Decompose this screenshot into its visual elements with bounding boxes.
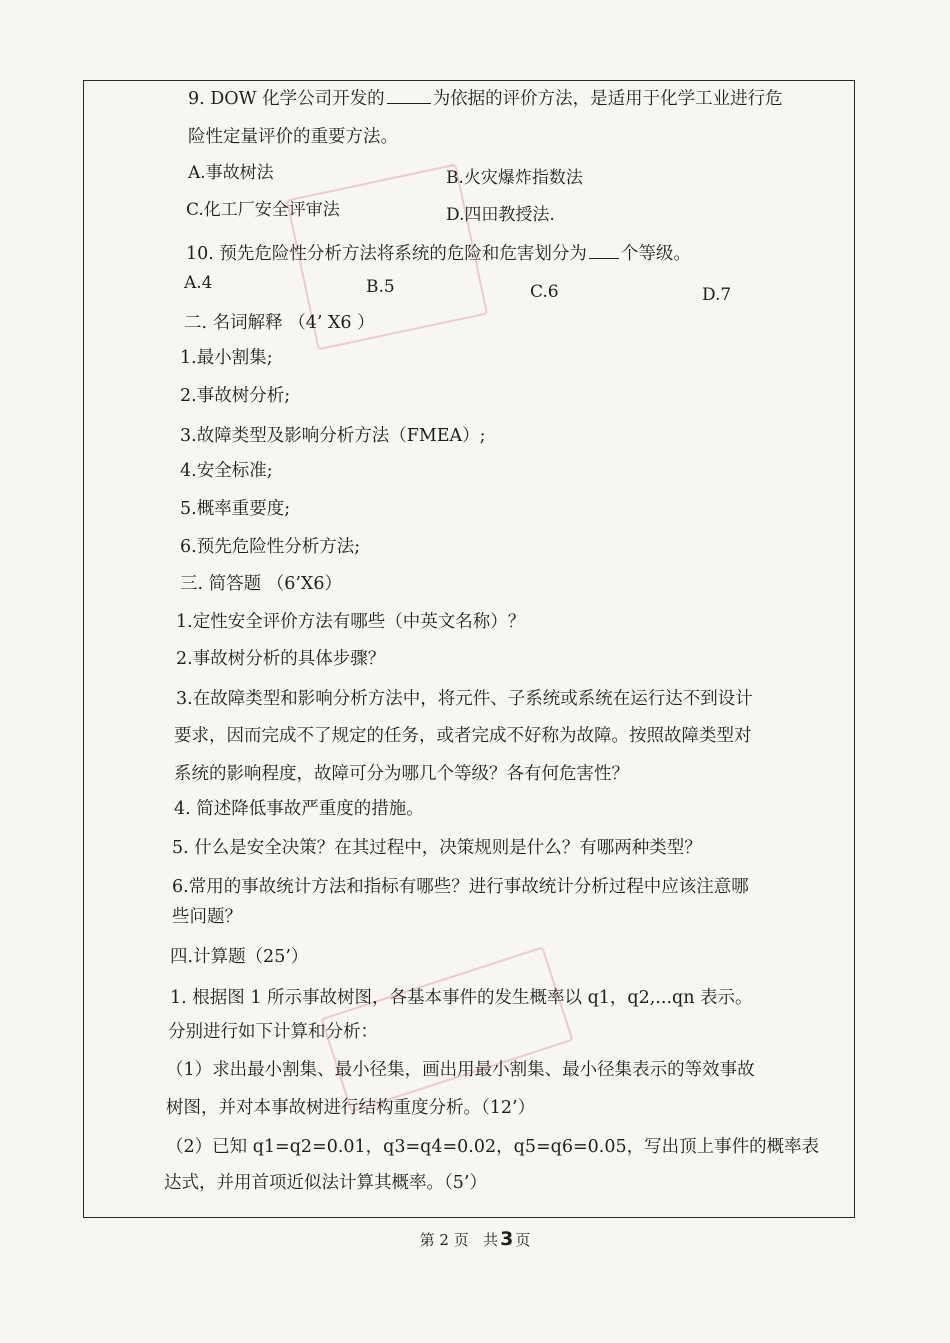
q10-option-a: A.4 — [184, 273, 213, 293]
answer-blank — [387, 89, 431, 104]
total-pages-handwritten: 3 — [500, 1228, 514, 1250]
section3-q5: 5. 什么是安全决策？在其过程中，决策规则是什么？有哪两种类型？ — [172, 838, 702, 858]
section3-heading: 三. 简答题 （6’X6） — [180, 574, 342, 594]
section4-part2-line1: （2）已知 q1=q2=0.01，q3=q4=0.02，q5=q6=0.05，写出顶上事件的概率表 — [166, 1137, 820, 1157]
answer-blank — [589, 244, 619, 259]
total-prefix: 共 — [483, 1231, 499, 1249]
q10-line1: 10. 预先危险性分析方法将系统的危险和危害划分为 个等级。 — [186, 244, 691, 264]
section4-part2-line2: 达式，并用首项近似法计算其概率。（5’） — [164, 1173, 487, 1193]
section3-q4: 4. 简述降低事故严重度的措施。 — [174, 799, 424, 819]
section3-q3-line2: 要求，因而完成不了规定的任务，或者完成不好称为故障。按照故障类型对 — [174, 726, 752, 746]
q10-option-b: B.5 — [366, 277, 395, 297]
q9-option-d: D.四田教授法. — [446, 205, 555, 225]
section2-item-2: 2.事故树分析; — [180, 386, 291, 406]
q9-line2: 险性定量评价的重要方法。 — [188, 127, 398, 147]
section2-item-4: 4.安全标准; — [180, 461, 273, 481]
section3-q2: 2.事故树分析的具体步骤？ — [176, 649, 386, 669]
section2-item-6: 6.预先危险性分析方法; — [180, 537, 361, 557]
section3-q6-line2: 些问题？ — [172, 907, 242, 927]
section3-q1: 1.定性安全评价方法有哪些（中英文名称）？ — [176, 612, 526, 632]
section2-item-1: 1.最小割集; — [180, 348, 273, 368]
page-footer — [0, 1228, 950, 1250]
section4-heading: 四.计算题（25’） — [170, 947, 309, 967]
q9-option-c: C.化工厂安全评审法 — [186, 200, 340, 220]
section3-q3-line1: 3.在故障类型和影响分析方法中，将元件、子系统或系统在运行达不到设计 — [176, 689, 753, 709]
section3-q6-line1: 6.常用的事故统计方法和指标有哪些？进行事故统计分析过程中应该注意哪 — [172, 877, 749, 897]
total-suffix: 页 — [515, 1231, 531, 1249]
q10-option-c: C.6 — [530, 282, 559, 302]
q9-line1: 9. DOW 化学公司开发的 为依据的评价方法，是适用于化学工业进行危 — [188, 89, 783, 109]
section4-q1-line1: 1. 根据图 1 所示事故树图，各基本事件的发生概率以 q1，q2,...qn 表示。 — [170, 988, 753, 1008]
page-number: 第 2 页 — [419, 1231, 469, 1249]
q9-option-a: A.事故树法 — [188, 163, 274, 183]
section4-q1-line2: 分别进行如下计算和分析： — [168, 1022, 378, 1042]
section4-part1-line1: （1）求出最小割集、最小径集，画出用最小割集、最小径集表示的等效事故 — [166, 1060, 755, 1080]
section4-part1-line2: 树图，并对本事故树进行结构重度分析。（12’） — [166, 1098, 536, 1118]
q9-option-b: B.火灾爆炸指数法 — [446, 168, 583, 188]
section2-item-5: 5.概率重要度; — [180, 499, 291, 519]
section2-heading: 二. 名词解释 （4’ X6 ） — [184, 313, 375, 333]
q10-option-d: D.7 — [702, 285, 732, 305]
section3-q3-line3: 系统的影响程度，故障可分为哪几个等级？各有何危害性？ — [174, 764, 629, 784]
section2-item-3: 3.故障类型及影响分析方法（FMEA）; — [180, 426, 486, 446]
